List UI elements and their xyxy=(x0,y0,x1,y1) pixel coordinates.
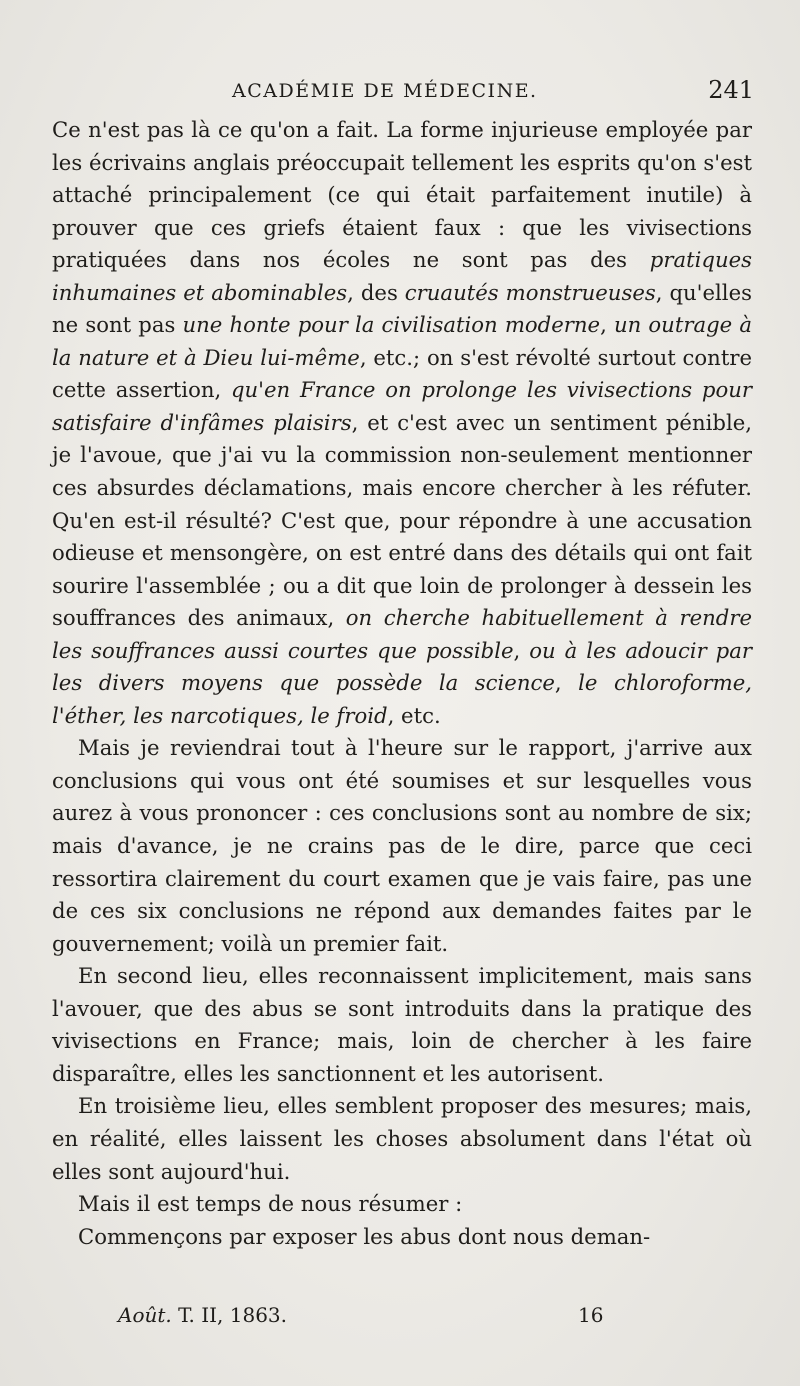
footer-volume: T. II, 1863. xyxy=(178,1303,288,1327)
running-head: ACADÉMIE DE MÉDECINE. xyxy=(232,80,538,102)
italic-run: qu'en France on prolonge les vivisections pour satisfaire d'infâmes plaisirs xyxy=(52,377,752,435)
text-run: , des xyxy=(347,279,405,305)
text-run: Ce n'est pas là ce qu'on a fait. La forme injurieuse employée par les écrivains anglais préoccupait tellement les esprits qu'on s'est attaché principalement (ce qui était parfaitement inutile) à prouver que ces griefs étaient faux : que les vivisections pratiquées dans nos écoles ne sont pas des xyxy=(52,117,752,273)
paragraph-3: En second lieu, elles reconnaissent implicitement, mais sans l'avouer, que des abus se sont introduits dans la pratique des vivisections en France; mais, loin de chercher à les faire disparaître, elles les sanctionnent et les autorisent. xyxy=(52,963,752,1086)
page-number: 241 xyxy=(708,76,754,104)
body-text xyxy=(52,114,752,1253)
paragraph-1 xyxy=(52,114,752,732)
italic-run: cruautés monstrueuses xyxy=(404,279,656,305)
text-run: , qu'elles ne sont pas xyxy=(52,279,752,338)
page-footer xyxy=(118,1303,618,1335)
italic-run: on cherche habituellement à rendre les souffrances aussi courtes que possible xyxy=(52,605,752,663)
paragraph-2: Mais je reviendrai tout à l'heure sur le rapport, j'arrive aux conclusions qui vous ont été soumises et sur lesquelles vous aurez à vous prononcer : ces conclusions sont au nombre de six; mais d'avance, je ne crains pas de le dire, parce que ceci ressortira clairement du court examen que je vais faire, pas une de ces six conclusions ne répond aux demandes faites par le gouvernement; voilà un premier fait. xyxy=(52,735,752,956)
paragraph-4: En troisième lieu, elles semblent proposer des mesures; mais, en réalité, elles laissent les choses absolument dans l'état où elles sont aujourd'hui. xyxy=(52,1093,752,1184)
italic-run: un outrage à la nature et à Dieu lui-même xyxy=(52,312,752,370)
italic-run: pratiques inhumaines et abominables xyxy=(52,247,752,305)
paragraph-6: Commençons par exposer les abus dont nous deman- xyxy=(78,1223,651,1249)
italic-run: le chloroforme, l'éther, les narcotiques, le froid xyxy=(52,670,752,728)
text-run: , xyxy=(513,637,530,663)
text-run: , etc.; on s'est révolté surtout contre cette assertion, xyxy=(52,344,752,403)
footer-month: Août. xyxy=(118,1303,172,1327)
footer-date xyxy=(118,1303,287,1327)
italic-run: une honte pour la civilisation moderne xyxy=(182,312,601,338)
page-header xyxy=(56,76,754,110)
text-run: , xyxy=(554,670,579,696)
text-run: , xyxy=(600,312,614,338)
paragraph-5: Mais il est temps de nous résumer : xyxy=(78,1191,463,1217)
italic-run: ou à les adoucir par les divers moyens que possède la science xyxy=(52,637,752,696)
text-run: , et c'est avec un sentiment pénible, je l'avoue, que j'ai vu la commission non-seulement mentionner ces absurdes déclamations, mais encore chercher à les réfuter. Qu'en est-il résulté? C'est que, pour répondre à une accusation odieuse et mensongère, on est entré dans des détails qui ont fait sourire l'assemblée ; ou a dit que loin de prolonger à dessein les souffrances des animaux, xyxy=(52,409,752,631)
signature-mark: 16 xyxy=(578,1303,604,1327)
text-run: , etc. xyxy=(387,702,441,728)
